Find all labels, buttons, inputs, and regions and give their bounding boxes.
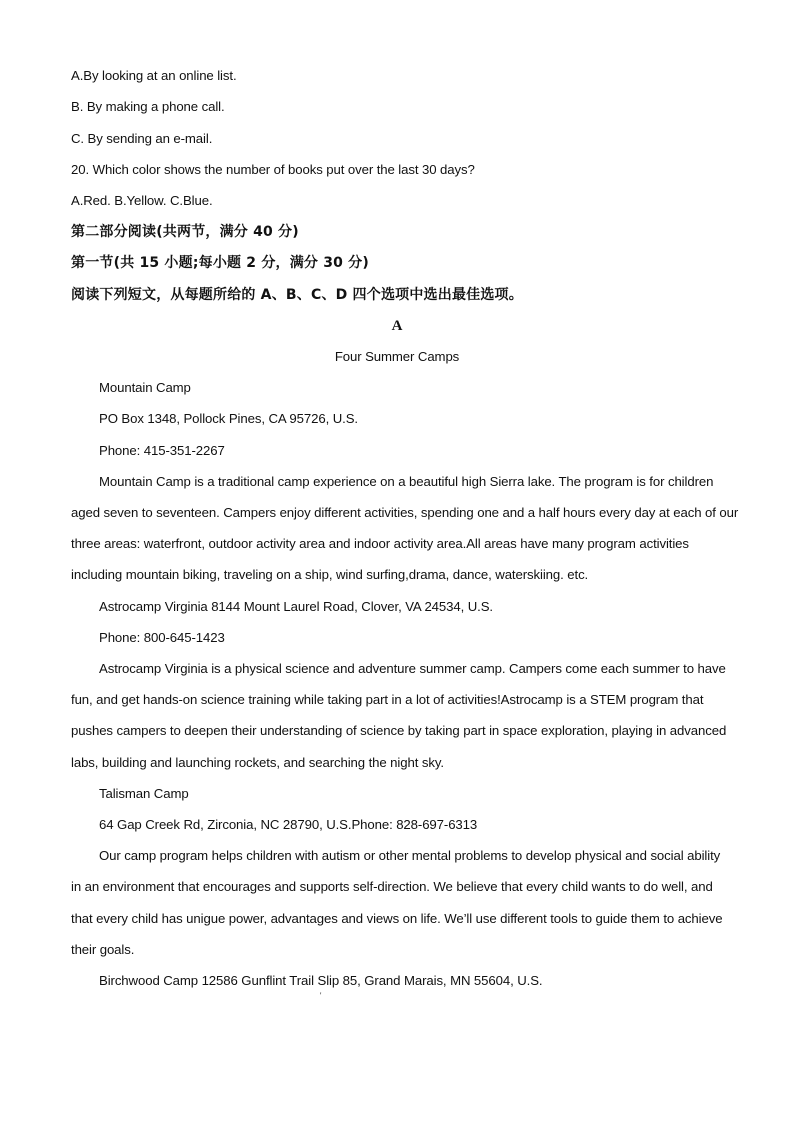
passage-line: Birchwood Camp 12586 Gunflint Trail Slip 85, Grand Marais, MN 55604, U.S. (99, 973, 543, 988)
section1-heading: 第一节(共 15 小题;每小题 2 分，满分 30 分) (71, 255, 369, 271)
option-c-19: C. By sending an e-mail. (71, 131, 213, 146)
passage-line: Mountain Camp (99, 380, 191, 395)
passage-line: Astrocamp Virginia is a physical science and adventure summer camp. Campers come each summer to have (99, 661, 726, 676)
passage-line: Our camp program helps children with autism or other mental problems to develop physical and social ability (99, 848, 721, 863)
passage-line: including mountain biking, traveling on a ship, wind surfing,drama, dance, waterskiing. etc. (71, 567, 589, 582)
passage-letter: A (391, 318, 403, 334)
passage-line: labs, building and launching rockets, and searching the night sky. (71, 755, 444, 770)
question-20: 20. Which color shows the number of books put over the last 30 days? (71, 162, 475, 177)
passage-line: pushes campers to deepen their understanding of science by taking part in space exploration, playing in advanced (71, 723, 727, 738)
passage-line: in an environment that encourages and supports self-direction. We believe that every child wants to do well, and (71, 879, 713, 894)
passage-line: Astrocamp Virginia 8144 Mount Laurel Road, Clover, VA 24534, U.S. (99, 599, 493, 614)
passage-line: Mountain Camp is a traditional camp experience on a beautiful high Sierra lake. The program is for children (99, 474, 714, 489)
passage-line: that every child has unigue power, advantages and views on life. We’ll use different tools to guide them to achieve (71, 911, 723, 926)
stray-mark: ' (320, 991, 322, 1000)
passage-line: 64 Gap Creek Rd, Zirconia, NC 28790, U.S.Phone: 828-697-6313 (99, 817, 478, 832)
passage-line: their goals. (71, 942, 135, 957)
passage-line: Talisman Camp (99, 786, 189, 801)
reading-instruction: 阅读下列短文，从每题所给的 A、B、C、D 四个选项中选出最佳选项。 (71, 287, 523, 303)
option-b-19: B. By making a phone call. (71, 99, 225, 114)
passage-line: aged seven to seventeen. Campers enjoy different activities, spending one and a half hours every day at each of our (71, 505, 739, 520)
passage-line: three areas: waterfront, outdoor activity area and indoor activity area.All areas have many program activities (71, 536, 689, 551)
passage-line: Phone: 415-351-2267 (99, 443, 225, 458)
passage-line: Phone: 800-645-1423 (99, 630, 225, 645)
passage-line: PO Box 1348, Pollock Pines, CA 95726, U.S. (99, 411, 358, 426)
option-a-19: A.By looking at an online list. (71, 68, 237, 83)
passage-line: fun, and get hands-on science training while taking part in a lot of activities!Astrocamp is a STEM program that (71, 692, 704, 707)
question-20-options: A.Red. B.Yellow. C.Blue. (71, 193, 213, 208)
part2-heading: 第二部分阅读(共两节，满分 40 分) (71, 224, 299, 240)
passage-title: Four Summer Camps (334, 349, 460, 364)
